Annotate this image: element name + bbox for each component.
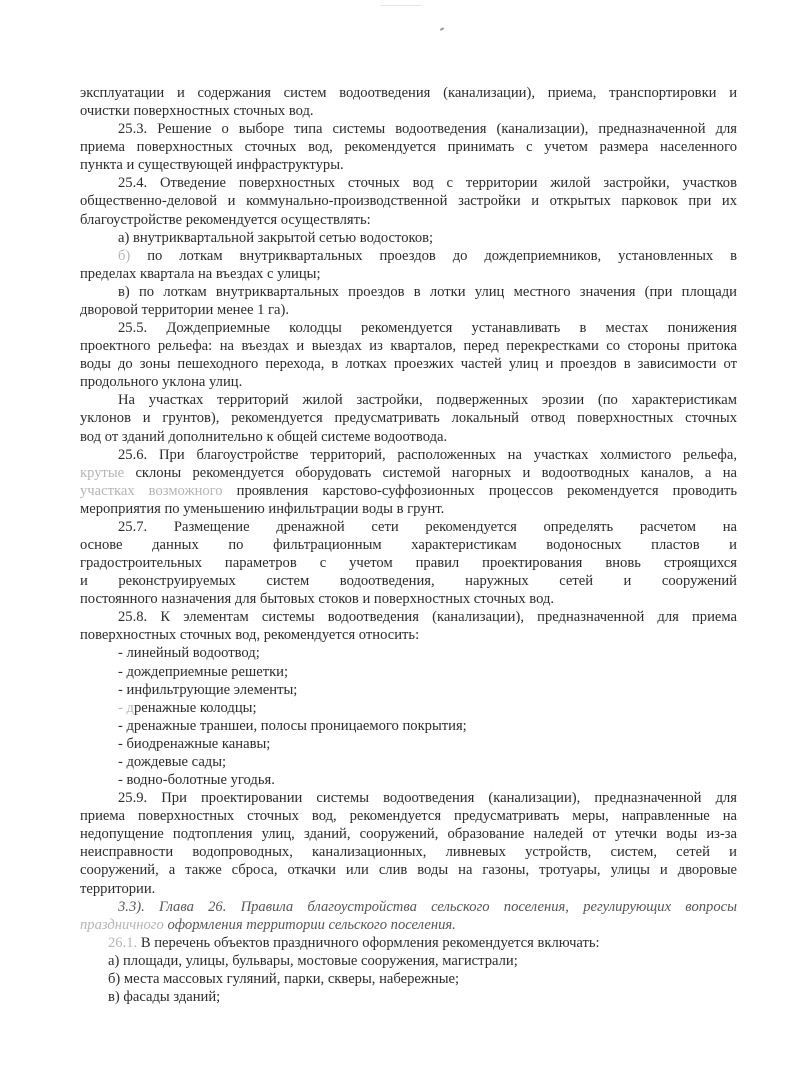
text-line — [80, 337, 737, 355]
line-text: 25.7. Размещение дренажной сети рекомендуется определять расчетом на — [118, 518, 737, 535]
line-text: а) внутриквартальной закрытой сетью водостоков; — [118, 229, 434, 246]
text-line — [80, 554, 737, 572]
faded-text: крутые — [80, 464, 125, 481]
faded-text: - д — [118, 699, 134, 716]
text-line — [118, 518, 737, 536]
text-line — [118, 644, 737, 662]
text-line — [118, 247, 737, 265]
line-text: а) площади, улицы, бульвары, мостовые сооружения, магистрали; — [108, 952, 518, 969]
line-text: воды до зоны пешеходного перехода, в лотках проезжих частей улиц и проездов в зависимости от — [80, 356, 737, 373]
line-text: основе данных по фильтрационным характеристикам водоносных пластов и — [80, 537, 737, 553]
line-text: 25.3. Решение о выборе типа системы водоотведения (канализации), предназначенной для — [118, 121, 737, 138]
line-text: 25.5. Дождеприемные колодцы рекомендуется устанавливать в местах понижения — [118, 320, 737, 337]
text-line — [80, 409, 737, 427]
line-text: - дождеприемные решетки; — [118, 663, 289, 680]
text-line — [80, 138, 737, 156]
line-text: эксплуатации и содержания систем водоотведения (канализации), приема, транспортировки и — [80, 85, 737, 101]
text-line — [118, 663, 737, 681]
text-line — [118, 735, 737, 753]
line-text: постоянного назначения для бытовых стоков и поверхностных сточных вод. — [80, 591, 555, 608]
line-text: 25.9. При проектировании системы водоотведения (канализации), предназначенной для — [118, 790, 737, 807]
line-text: вод от зданий дополнительно к общей системе водоотвода. — [80, 428, 448, 445]
line-text: - дренажные траншеи, полосы проницаемого покрытия; — [118, 717, 467, 734]
text-line — [118, 120, 737, 138]
text-line — [80, 590, 737, 608]
text-line — [118, 898, 737, 916]
line-text: в) фасады зданий; — [108, 989, 221, 1005]
line-text: уклонов и грунтов), рекомендуется предусматривать локальный отвод поверхностных сточных — [80, 410, 737, 427]
line-text: - биодренажные канавы; — [118, 735, 271, 752]
line-text: 25.8. К элементам системы водоотведения (канализации), предназначенной для приема — [118, 609, 737, 626]
text-line — [108, 952, 737, 970]
line-text: мероприятия по уменьшению инфильтрации воды в грунт. — [80, 500, 445, 517]
text-line — [118, 789, 737, 807]
line-text: - дождевые сады; — [118, 753, 227, 770]
text-line — [80, 464, 737, 482]
line-text: благоустройстве рекомендуется осуществлять: — [80, 211, 371, 228]
text-line — [118, 699, 737, 717]
line-text: оформления территории сельского поселения. — [163, 916, 456, 933]
text-line — [80, 916, 737, 934]
faded-text: участках возможного — [80, 482, 223, 499]
line-text: - линейный водоотвод; — [118, 645, 260, 662]
line-text: пределах квартала на въездах с улицы; — [80, 265, 321, 282]
text-line — [118, 174, 737, 192]
text-line — [80, 880, 737, 898]
line-text: дворовой территории менее 1 га). — [80, 301, 290, 318]
text-line — [80, 156, 737, 174]
text-line — [118, 391, 737, 409]
text-line — [118, 608, 737, 626]
text-line — [80, 355, 737, 373]
text-line — [80, 265, 737, 283]
text-line — [80, 373, 737, 391]
line-text: ренажные колодцы; — [133, 699, 257, 716]
text-line — [118, 753, 737, 771]
faded-text: праздничного — [80, 916, 164, 933]
line-text: - водно-болотные угодья. — [118, 772, 275, 789]
line-text: очистки поверхностных сточных вод. — [80, 103, 314, 120]
text-line — [80, 861, 737, 879]
text-line — [80, 428, 737, 446]
line-text: в) по лоткам внутриквартальных проездов в лотки улиц местного значения (при площади — [118, 283, 737, 300]
text-line — [80, 192, 737, 210]
line-text: неисправности водопроводных, канализационных, ливневых устройств, систем, сетей и — [80, 844, 737, 861]
line-text: склоны рекомендуется оборудовать системой нагорных и водоотводных каналов, а на — [124, 464, 737, 481]
line-text: 25.6. При благоустройстве территорий, расположенных на участках холмистого рельефа, — [118, 446, 737, 463]
line-text: продольного уклона улиц. — [80, 374, 243, 391]
scan-speck — [440, 27, 444, 31]
text-line — [80, 626, 737, 644]
line-text: по лоткам внутриквартальных проездов до дождеприемников, установленных в — [130, 247, 737, 264]
text-line — [80, 301, 737, 319]
text-line — [118, 717, 737, 735]
line-text: проявления карстово-суффозионных процессов рекомендуется проводить — [222, 482, 737, 499]
line-text: градостроительных параметров с учетом правил проектирования вновь строящихся — [80, 555, 737, 572]
text-line — [118, 283, 737, 301]
text-line — [80, 807, 737, 825]
text-line — [118, 771, 737, 789]
line-text: поверхностных сточных вод, рекомендуется относить: — [80, 627, 420, 644]
text-line — [80, 500, 737, 518]
text-line — [80, 211, 737, 229]
text-line — [108, 934, 737, 952]
text-line — [118, 681, 737, 699]
line-text: территории. — [80, 880, 156, 897]
text-line — [80, 572, 737, 590]
line-text: пункта и существующей инфраструктуры. — [80, 157, 344, 174]
faded-text: 26.1. — [108, 934, 138, 951]
text-line — [108, 970, 737, 988]
text-line — [118, 229, 737, 247]
text-line — [80, 825, 737, 843]
line-text: 3.3). Глава 26. Правила благоустройства сельского поселения, регулирующих вопросы — [118, 898, 737, 915]
text-line — [80, 102, 737, 120]
scan-mark — [380, 5, 422, 6]
line-text: и реконструируемых систем водоотведения, наружных сетей и сооружений — [80, 573, 737, 590]
text-line — [80, 536, 737, 554]
text-line — [80, 482, 737, 500]
line-text: недопущение подтопления улиц, зданий, сооружений, образование наледей от утечки воды из-за — [80, 826, 737, 843]
line-text: - инфильтрующие элементы; — [118, 681, 298, 698]
line-text: приема поверхностных сточных вод, рекомендуется принимать с учетом размера населенного — [80, 139, 737, 156]
text-line — [108, 988, 737, 1006]
line-text: общественно-деловой и коммунально-производственной застройки и открытых парковок при их — [80, 193, 737, 210]
line-text: приема поверхностных сточных вод, рекомендуется предусматривать меры, направленные на — [80, 808, 737, 825]
line-text: На участках территорий жилой застройки, подверженных эрозии (по характеристикам — [118, 392, 737, 409]
text-line — [118, 446, 737, 464]
text-line — [118, 319, 737, 337]
line-text: В перечень объектов праздничного оформления рекомендуется включать: — [137, 934, 600, 951]
line-text: 25.4. Отведение поверхностных сточных вод с территории жилой застройки, участков — [118, 175, 737, 192]
text-line — [80, 843, 737, 861]
line-text: проектного рельефа: на въездах и выездах из кварталов, перед перекрестками со стороны притока — [80, 338, 737, 355]
text-line — [80, 84, 737, 102]
faded-text: б) — [118, 247, 131, 264]
line-text: б) места массовых гуляний, парки, скверы, набережные; — [108, 970, 460, 987]
line-text: сооружений, а также сброса, откачки или слив воды на газоны, тротуары, улицы и дворовые — [80, 862, 737, 879]
